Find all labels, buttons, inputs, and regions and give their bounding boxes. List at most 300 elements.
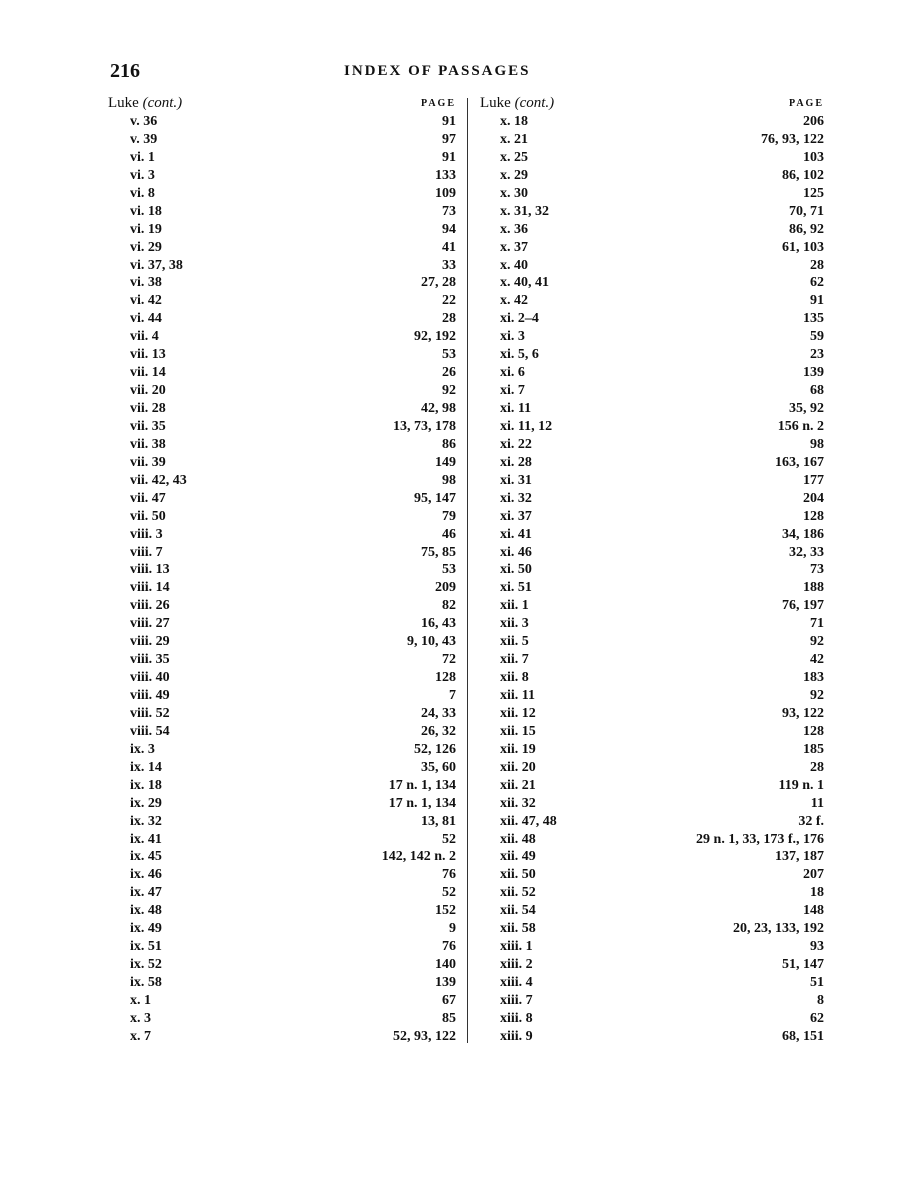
page-references: 17 n. 1, 134 [388,795,456,811]
passage-reference: xi. 2–4 [500,311,539,327]
index-entry [480,544,824,562]
index-entry [480,633,824,651]
page-references: 32, 33 [789,544,824,560]
page-references: 109 [435,185,456,201]
index-entry [108,328,456,346]
index-entry [108,382,456,400]
index-entry [480,561,824,579]
passage-reference: xi. 51 [500,580,532,596]
passage-reference: ix. 48 [130,903,162,919]
passage-reference: v. 39 [130,131,158,147]
index-column-left [108,95,456,1046]
index-entry [108,526,456,544]
index-entry [480,651,824,669]
page-references: 103 [803,149,824,165]
index-entry [480,472,824,490]
index-entry [108,167,456,185]
page-references: 28 [810,257,824,273]
index-entry [108,579,456,597]
index-entry [480,848,824,866]
index-entry [480,292,824,310]
index-entry [108,795,456,813]
page-references: 85 [442,1010,456,1026]
index-entry [480,274,824,292]
passage-reference: ix. 47 [130,885,162,901]
page-references: 128 [803,508,824,524]
passage-reference: xii. 1 [500,598,529,614]
passage-reference: vii. 13 [130,347,166,363]
passage-reference: xi. 37 [500,508,532,524]
index-entry [108,274,456,292]
index-entry [480,113,824,131]
passage-reference: xi. 41 [500,526,532,542]
passage-reference: viii. 7 [130,544,163,560]
passage-reference: vii. 42, 43 [130,472,187,488]
index-entry [480,705,824,723]
page-column-label: PAGE [420,98,456,109]
page-references: 17 n. 1, 134 [388,777,456,793]
page-references: 133 [435,167,456,183]
index-entry [108,902,456,920]
page-references: 53 [442,562,456,578]
page-references: 92 [810,688,824,703]
index-entry [480,813,824,831]
passage-reference: xiii. 1 [500,939,533,955]
page-references: 35, 60 [421,759,456,775]
page-references: 42 [810,652,824,668]
passage-reference: x. 40 [500,257,528,273]
passage-reference: xii. 5 [500,634,529,650]
passage-reference: viii. 3 [130,526,163,542]
index-entry [108,436,456,454]
passage-reference: vi. 18 [130,203,162,219]
page-references: 73 [442,203,456,219]
page-references: 7 [449,688,456,703]
index-entry [480,687,824,705]
index-entry [480,741,824,759]
page-references: 76, 197 [782,598,824,614]
index-entry [108,633,456,651]
page-references: 62 [810,1010,824,1026]
index-entry [480,508,824,526]
passage-reference: x. 18 [500,114,528,129]
passage-reference: xii. 3 [500,616,529,632]
page-references: 163, 167 [775,454,824,470]
passage-reference: vii. 39 [130,454,166,470]
passage-reference: xiii. 4 [500,975,533,990]
page-references: 27, 28 [421,275,456,291]
passage-reference: vi. 44 [130,311,162,327]
index-entry [480,167,824,185]
book-heading [480,95,554,112]
page-references: 33 [442,257,456,273]
index-entry [480,777,824,795]
page-references: 28 [442,311,456,327]
index-entry [108,956,456,974]
page-references: 35, 92 [789,401,824,416]
page-references: 18 [810,885,824,901]
index-entry [480,938,824,956]
index-entry [108,113,456,131]
passage-reference: x. 40, 41 [500,275,549,291]
page-references: 61, 103 [782,239,824,255]
page-references: 75, 85 [421,544,456,560]
passage-reference: viii. 14 [130,580,170,596]
passage-reference: viii. 13 [130,562,170,578]
passage-reference: vi. 3 [130,167,155,183]
passage-reference: x. 25 [500,149,528,165]
page-references: 137, 187 [775,849,824,865]
passage-reference: viii. 54 [130,723,170,739]
page-references: 22 [442,293,456,309]
page-references: 98 [810,436,824,452]
passage-reference: xi. 32 [500,490,532,506]
index-entry [108,813,456,831]
page-references: 185 [803,741,824,757]
index-entry [480,418,824,436]
passage-reference: x. 42 [500,293,528,309]
page-references: 71 [810,616,824,632]
page-references: 128 [435,670,456,686]
passage-reference: viii. 35 [130,652,170,668]
page-references: 68, 151 [782,1028,824,1044]
page-references: 68 [810,383,824,399]
index-entry [480,795,824,813]
passage-reference: xiii. 7 [500,992,533,1008]
index-entry [108,1028,456,1046]
page-references: 148 [803,903,824,919]
index-entry [108,992,456,1010]
passage-reference: vii. 20 [130,383,166,399]
passage-reference: vii. 14 [130,365,166,381]
index-entry [108,131,456,149]
index-entry [480,221,824,239]
index-entry [480,436,824,454]
index-entry [108,561,456,579]
column-header [480,95,824,113]
passage-reference: xiii. 8 [500,1010,533,1026]
passage-reference: ix. 3 [130,741,155,757]
page-references: 91 [810,293,824,309]
index-entry [108,239,456,257]
passage-reference: viii. 49 [130,688,170,703]
index-entry [108,257,456,275]
index-entry [108,346,456,364]
page-references: 53 [442,347,456,363]
page-references: 73 [810,562,824,578]
page-references: 67 [442,992,456,1008]
page-references: 177 [803,472,824,488]
passage-reference: x. 30 [500,185,528,201]
passage-reference: xii. 48 [500,831,536,847]
passage-reference: vi. 42 [130,293,162,309]
book-name: Luke [480,95,511,111]
passage-reference: xi. 7 [500,383,525,399]
page-column-label: PAGE [788,98,824,109]
index-entry [480,831,824,849]
index-entry [108,777,456,795]
passage-reference: vii. 4 [130,329,159,345]
index-entry [108,866,456,884]
index-entry [480,884,824,902]
page-references: 76 [442,867,456,883]
index-entry [108,669,456,687]
passage-reference: xii. 50 [500,867,536,883]
passage-reference: ix. 52 [130,957,162,973]
index-entry [480,669,824,687]
passage-reference: x. 29 [500,167,528,183]
index-entry [108,418,456,436]
index-entry [108,400,456,418]
passage-reference: vi. 19 [130,221,162,237]
index-entry [480,920,824,938]
page-references: 11 [810,795,824,811]
passage-reference: xi. 28 [500,454,532,470]
passage-reference: xi. 22 [500,436,532,452]
page-references: 207 [803,867,824,883]
index-entry [108,490,456,508]
page-references: 51 [810,975,824,990]
passage-reference: x. 1 [130,992,151,1008]
passage-reference: xii. 49 [500,849,536,865]
passage-reference: vi. 38 [130,275,162,291]
page-references: 52, 126 [414,741,456,757]
passage-reference: viii. 26 [130,598,170,614]
index-entry [108,454,456,472]
page-references: 59 [810,329,824,345]
index-entry [480,1028,824,1046]
page-references: 142, 142 n. 2 [381,849,456,865]
page-references: 52, 93, 122 [393,1028,456,1044]
page-references: 152 [435,903,456,919]
page-references: 42, 98 [421,401,456,416]
page-references: 13, 73, 178 [393,418,456,434]
index-entry [108,310,456,328]
passage-reference: xii. 21 [500,777,536,793]
index-entry [480,257,824,275]
passage-reference: ix. 46 [130,867,162,883]
index-entry [480,1010,824,1028]
page-references: 209 [435,580,456,596]
page-references: 156 n. 2 [777,418,824,434]
index-entry [108,597,456,615]
index-entry [480,364,824,382]
index-entry [480,185,824,203]
index-entry [480,759,824,777]
passage-reference: ix. 41 [130,831,162,847]
passage-reference: viii. 29 [130,634,170,650]
index-entry [108,705,456,723]
passage-reference: vi. 29 [130,239,162,255]
passage-reference: vii. 38 [130,436,166,452]
page-references: 16, 43 [421,616,456,632]
page-references: 97 [442,131,456,147]
passage-reference: xi. 50 [500,562,532,578]
page-references: 128 [803,723,824,739]
page-references: 32 f. [798,813,824,829]
passage-reference: viii. 40 [130,670,170,686]
passage-reference: xii. 12 [500,705,536,721]
page-references: 91 [442,149,456,165]
index-entry [480,615,824,633]
passage-reference: xi. 3 [500,329,525,345]
passage-reference: viii. 52 [130,705,170,721]
page-references: 46 [442,526,456,542]
index-entry [480,328,824,346]
page-references: 183 [803,670,824,686]
passage-reference: xii. 19 [500,741,536,757]
passage-reference: xii. 20 [500,759,536,775]
page-references: 93, 122 [782,705,824,721]
passage-reference: xii. 32 [500,795,536,811]
index-entry [480,239,824,257]
passage-reference: ix. 45 [130,849,162,865]
passage-reference: xi. 11 [500,401,532,416]
page-references: 94 [442,221,456,237]
page-references: 62 [810,275,824,291]
index-entry [108,203,456,221]
index-entry [480,203,824,221]
index-entry [108,149,456,167]
passage-reference: xii. 58 [500,921,536,937]
index-entry [108,221,456,239]
page-references: 13, 81 [421,813,456,829]
entry-list [480,113,824,1046]
index-entry [108,1010,456,1028]
index-column-right [480,95,824,1046]
page-references: 149 [435,454,456,470]
page-references: 135 [803,311,824,327]
passage-reference: ix. 51 [130,939,162,955]
page-references: 8 [817,992,824,1008]
passage-reference: vi. 8 [130,185,155,201]
page-references: 51, 147 [782,957,824,973]
passage-reference: xi. 46 [500,544,532,560]
passage-reference: xiii. 2 [500,957,533,973]
page-references: 20, 23, 133, 192 [733,921,824,937]
continued-label: (cont.) [514,95,555,111]
index-entry [108,544,456,562]
index-entry [480,346,824,364]
passage-reference: xii. 7 [500,652,529,668]
passage-reference: xii. 15 [500,723,536,739]
passage-reference: ix. 14 [130,759,162,775]
passage-reference: ix. 58 [130,975,162,990]
passage-reference: x. 36 [500,221,528,237]
index-entry [108,687,456,705]
page-references: 95, 147 [414,490,456,506]
passage-reference: vi. 37, 38 [130,257,183,273]
index-entry [480,149,824,167]
index-entry [480,454,824,472]
book-name: Luke [108,95,139,111]
page-number: 216 [110,60,140,82]
index-entry [108,831,456,849]
page-references: 70, 71 [789,203,824,219]
page-references: 9 [449,921,456,937]
passage-reference: x. 21 [500,131,528,147]
index-entry [480,579,824,597]
index-entry [108,472,456,490]
page-references: 204 [803,490,824,506]
page-references: 140 [435,957,456,973]
page-references: 125 [803,185,824,201]
index-entry [480,131,824,149]
passage-reference: vii. 28 [130,401,166,416]
page-references: 52 [442,885,456,901]
index-entry [480,382,824,400]
index-entry [480,723,824,741]
page-references: 9, 10, 43 [407,634,456,650]
passage-reference: vii. 50 [130,508,166,524]
index-entry [480,956,824,974]
page-references: 34, 186 [782,526,824,542]
page-references: 52 [442,831,456,847]
passage-reference: xi. 6 [500,365,525,381]
page-references: 76, 93, 122 [761,131,824,147]
index-entry [480,992,824,1010]
page-references: 98 [442,472,456,488]
column-header [108,95,456,113]
passage-reference: xi. 31 [500,472,532,488]
index-entry [108,364,456,382]
passage-reference: xi. 5, 6 [500,347,539,363]
page-references: 92 [442,383,456,399]
passage-reference: xii. 8 [500,670,529,686]
passage-reference: xi. 11, 12 [500,418,553,434]
page-references: 92 [810,634,824,650]
passage-reference: viii. 27 [130,616,170,632]
index-entry [108,920,456,938]
page-references: 29 n. 1, 33, 173 f., 176 [696,831,824,847]
index-entry [108,723,456,741]
passage-reference: vi. 1 [130,149,155,165]
page-references: 24, 33 [421,705,456,721]
passage-reference: x. 3 [130,1010,151,1026]
page-references: 28 [810,759,824,775]
index-entry [108,741,456,759]
index-entry [480,974,824,992]
passage-reference: xiii. 9 [500,1028,533,1044]
running-head: INDEX OF PASSAGES [344,63,531,79]
passage-reference: xii. 11 [500,688,536,703]
page-references: 93 [810,939,824,955]
page-references: 41 [442,239,456,255]
index-entry [108,848,456,866]
passage-reference: vii. 47 [130,490,166,506]
index-entry [108,292,456,310]
page-references: 86, 102 [782,167,824,183]
passage-reference: xii. 47, 48 [500,813,557,829]
page-references: 119 n. 1 [778,777,824,793]
index-entry [108,884,456,902]
index-entry [108,974,456,992]
passage-reference: vii. 35 [130,418,166,434]
index-entry [480,597,824,615]
index-entry [108,508,456,526]
passage-reference: ix. 18 [130,777,162,793]
entry-list [108,113,456,1046]
passage-reference: ix. 29 [130,795,162,811]
page-references: 76 [442,939,456,955]
index-entry [480,866,824,884]
index-entry [480,400,824,418]
page-references: 23 [810,347,824,363]
passage-reference: xii. 54 [500,903,536,919]
page-references: 92, 192 [414,329,456,345]
page-references: 79 [442,508,456,524]
page-references: 26 [442,365,456,381]
